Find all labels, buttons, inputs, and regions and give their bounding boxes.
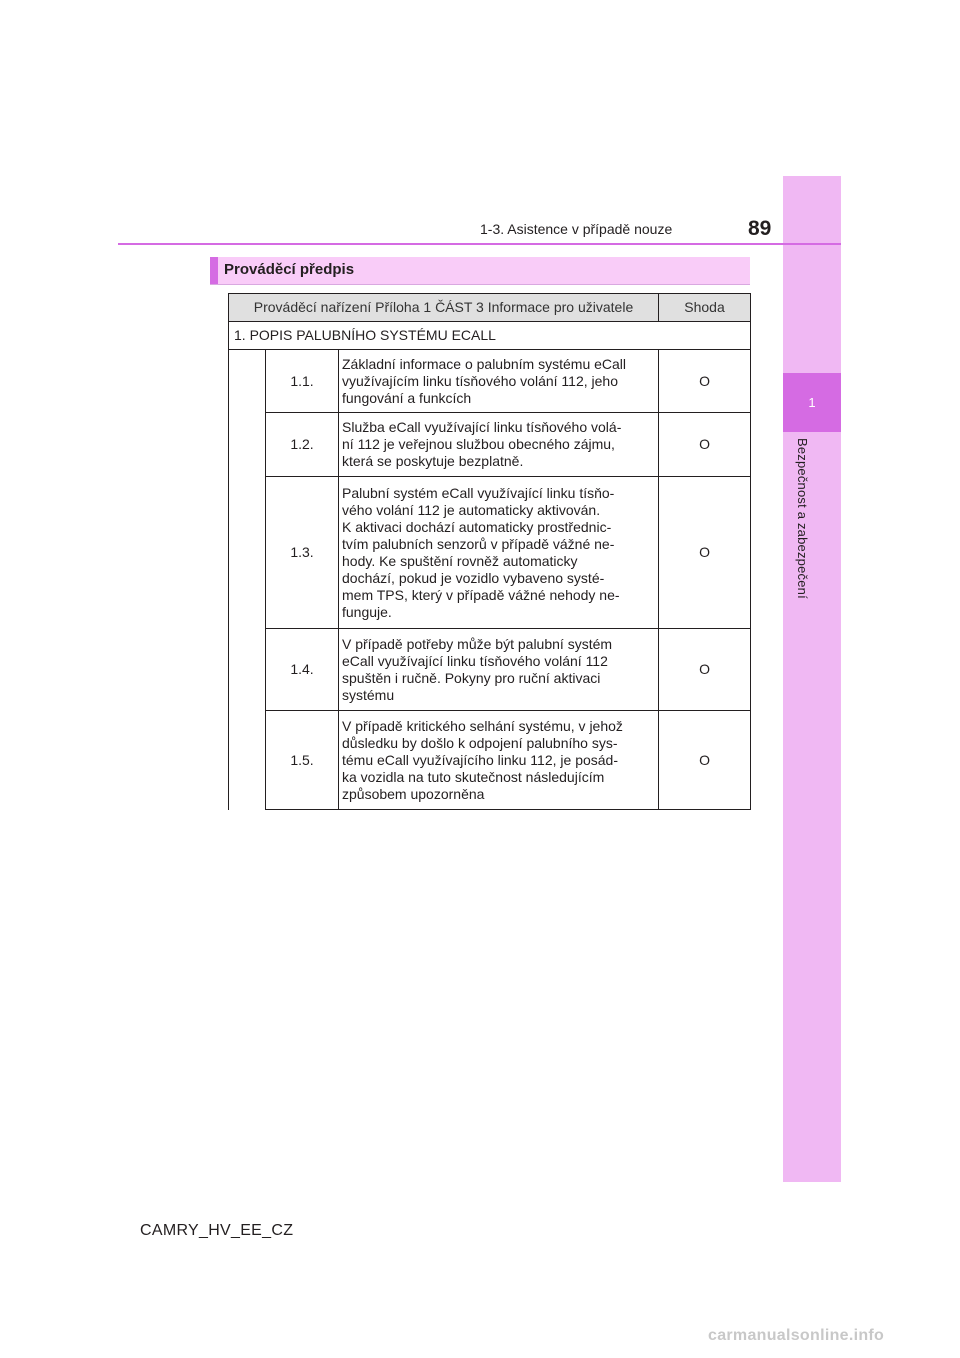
row-description bbox=[339, 413, 659, 477]
description-line: V případě potřeby může být palubní systém bbox=[342, 635, 613, 652]
row-number: 1.5. bbox=[266, 711, 339, 810]
row-compliance-mark: O bbox=[659, 413, 751, 477]
chapter-number-tab[interactable]: 1 bbox=[783, 373, 841, 432]
row-compliance-mark: O bbox=[659, 711, 751, 810]
section-heading: Prováděcí předpis bbox=[224, 261, 355, 278]
description-line: funguje. bbox=[342, 603, 392, 620]
description-line: Základní informace o palubním systému eCall bbox=[342, 355, 627, 372]
row-number: 1.1. bbox=[266, 350, 339, 413]
footer-model-code: CAMRY_HV_EE_CZ bbox=[140, 1222, 294, 1239]
description-line: dochází, pokud je vozidlo vybaveno systé- bbox=[342, 569, 605, 586]
description-line: vého volání 112 je automaticky aktivován. bbox=[342, 501, 601, 518]
table-header-info: Prováděcí nařízení Příloha 1 ČÁST 3 Informace pro uživatele bbox=[229, 294, 659, 322]
description-line: ní 112 je veřejnou službou obecného zájmu, bbox=[342, 436, 615, 452]
table-section-row bbox=[229, 322, 751, 350]
description-line: tvím palubních senzorů v případě vážné ne- bbox=[342, 535, 615, 552]
table-row bbox=[229, 350, 751, 413]
table-section-title: 1. POPIS PALUBNÍHO SYSTÉMU ECALL bbox=[229, 322, 751, 350]
table-header-compliance: Shoda bbox=[659, 294, 751, 322]
description-line: eCall využívající linku tísňového volání 112 bbox=[342, 652, 608, 669]
description-line: hody. Ke spuštění rovněž automaticky bbox=[342, 552, 578, 569]
description-line: využívajícím linku tísňového volání 112, jeho bbox=[342, 372, 619, 389]
description-line: V případě kritického selhání systému, v jehož bbox=[342, 717, 623, 734]
row-description bbox=[339, 629, 659, 711]
description-line: mem TPS, který v případě vážné nehody ne- bbox=[342, 586, 620, 603]
description-line: která se poskytuje bezplatně. bbox=[342, 453, 524, 469]
row-description bbox=[339, 350, 659, 413]
description-line: spuštěn i ručně. Pokyny pro ruční aktivaci bbox=[342, 669, 601, 686]
page-number: 89 bbox=[748, 217, 772, 240]
description-line: systému bbox=[342, 686, 395, 703]
row-compliance-mark: O bbox=[659, 477, 751, 629]
row-compliance-mark: O bbox=[659, 350, 751, 413]
row-compliance-mark: O bbox=[659, 629, 751, 711]
section-heading-accent-bar bbox=[210, 257, 218, 284]
header-divider bbox=[118, 243, 841, 245]
table-indent-cell bbox=[229, 350, 266, 810]
description-line: fungování a funkcích bbox=[342, 389, 472, 406]
watermark-text[interactable]: carmanualsonline.info bbox=[708, 1327, 885, 1344]
running-header-section: 1-3. Asistence v případě nouze bbox=[480, 221, 673, 237]
description-line: ka vozidla na tuto skutečnost následujícím bbox=[342, 768, 605, 785]
chapter-title: Bezpečnost a zabezpečení bbox=[795, 438, 810, 599]
row-description bbox=[339, 711, 659, 810]
table-row bbox=[229, 413, 751, 477]
description-line: způsobem upozorněna bbox=[342, 785, 485, 802]
description-line: Služba eCall využívající linku tísňového volá- bbox=[342, 419, 622, 435]
table-row bbox=[229, 477, 751, 629]
row-number: 1.4. bbox=[266, 629, 339, 711]
table-row bbox=[229, 629, 751, 711]
compliance-table bbox=[228, 293, 750, 810]
row-number: 1.2. bbox=[266, 413, 339, 477]
table-header-row bbox=[229, 294, 751, 322]
table-row bbox=[229, 711, 751, 810]
description-line: tému eCall využívajícího linku 112, je posád- bbox=[342, 751, 618, 768]
description-line: Palubní systém eCall využívající linku tísňo- bbox=[342, 484, 615, 501]
chapter-title-tab[interactable] bbox=[783, 432, 841, 682]
description-line: K aktivaci dochází automaticky prostřednic- bbox=[342, 518, 612, 535]
row-number: 1.3. bbox=[266, 477, 339, 629]
row-description bbox=[339, 477, 659, 629]
description-line: důsledku by došlo k odpojení palubního sys- bbox=[342, 734, 618, 751]
